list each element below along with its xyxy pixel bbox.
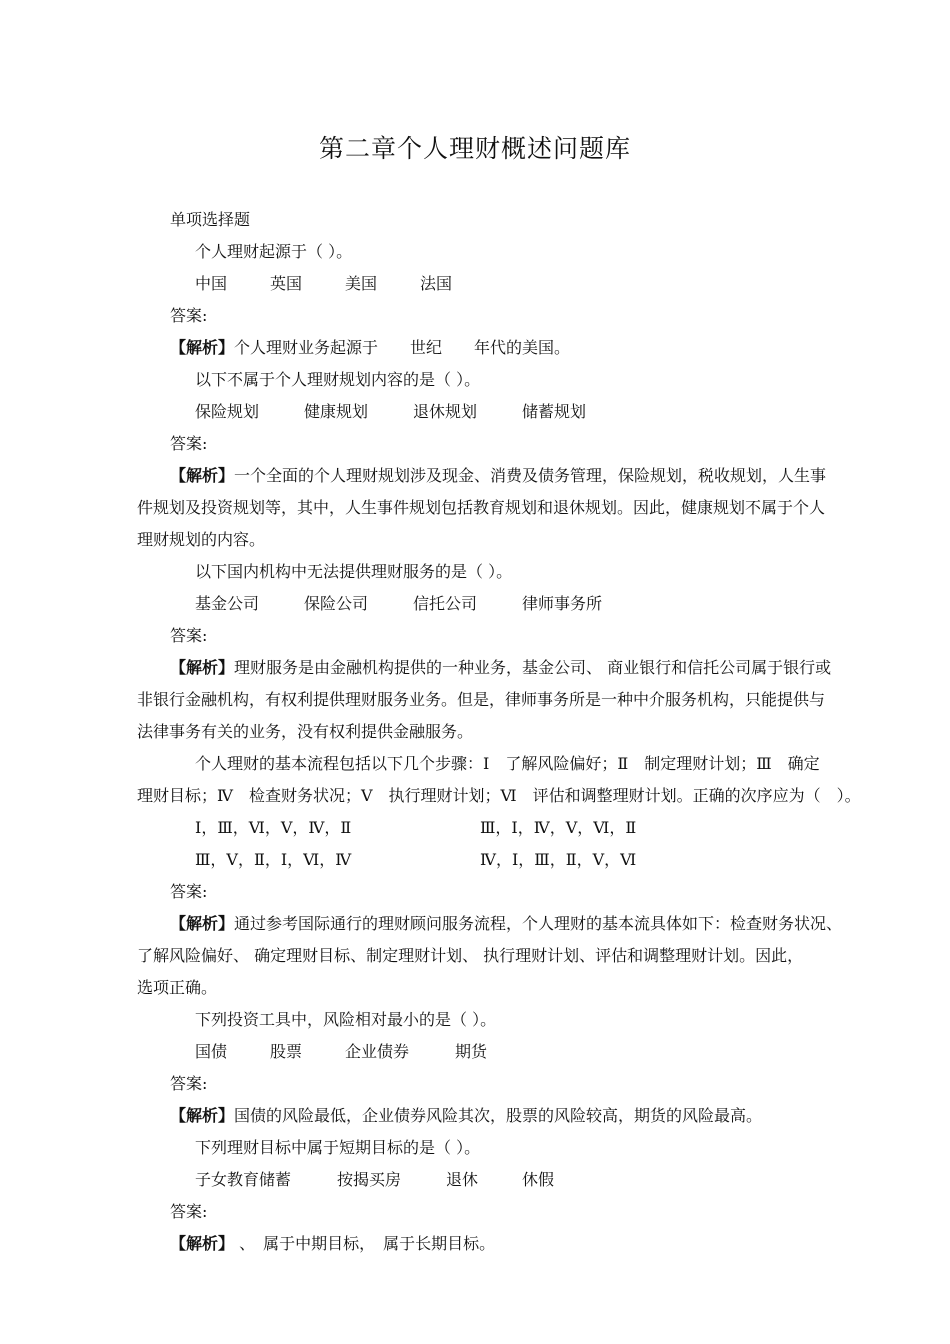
question-5-answer-label: 答案: [170, 1074, 208, 1093]
question-1-explanation [170, 338, 570, 358]
question-5-stem: 下列投资工具中，风险相对最小的是（ ）。 [195, 1010, 497, 1029]
question-1-stem: 个人理财起源于（ ）。 [195, 242, 353, 261]
explanation-label: 【解析】 [170, 1106, 235, 1125]
section-heading: 单项选择题 [170, 210, 251, 229]
question-5-option-b: 股票 [270, 1042, 303, 1061]
question-3-stem: 以下国内机构中无法提供理财服务的是（ ）。 [195, 562, 513, 581]
question-6-option-a: 子女教育储蓄 [195, 1170, 292, 1189]
question-3-option-a: 基金公司 [195, 594, 260, 613]
question-2-option-c: 退休规划 [413, 402, 478, 421]
question-3-explanation-line-3: 法律事务有关的业务，没有权利提供金融服务。 [137, 722, 474, 741]
question-5-option-d: 期货 [455, 1042, 488, 1061]
question-2-answer-label: 答案: [170, 434, 208, 453]
question-4-explanation-line-3: 选项正确。 [137, 978, 218, 997]
explanation-text: 个人理财业务起源于 世纪 年代的美国。 [234, 338, 571, 357]
question-1-option-b: 英国 [270, 274, 303, 293]
explanation-text: 通过参考国际通行的理财顾问服务流程，个人理财的基本流具体如下：检查财务状况、 [234, 914, 843, 933]
question-4-option-a: Ⅰ，Ⅲ，Ⅵ，Ⅴ，Ⅳ，Ⅱ [195, 818, 352, 837]
question-3-option-b: 保险公司 [304, 594, 369, 613]
question-2-explanation-line-3: 理财规划的内容。 [137, 530, 266, 549]
question-3-explanation-line-2: 非银行金融机构，有权利提供理财服务业务。但是，律师事务所是一种中介服务机构，只能提供与 [137, 690, 826, 709]
question-4-explanation-line-2: 了解风险偏好、 确定理财目标、制定理财计划、 执行理财计划、评估和调整理财计划。因此， [137, 946, 804, 965]
question-1-option-a: 中国 [195, 274, 228, 293]
document-title: 第二章个人理财概述问题库 [318, 134, 631, 163]
question-4-stem-line-1: 个人理财的基本流程包括以下几个步骤：Ⅰ 了解风险偏好；Ⅱ 制定理财计划；Ⅲ 确定 [195, 754, 820, 773]
explanation-label: 【解析】 [170, 466, 235, 485]
explanation-label: 【解析】 [170, 338, 235, 357]
question-4-option-d: Ⅳ，Ⅰ，Ⅲ，Ⅱ，Ⅴ，Ⅵ [480, 850, 637, 869]
question-6-option-d: 休假 [522, 1170, 555, 1189]
question-4-stem-line-2: 理财目标；Ⅳ 检查财务状况；Ⅴ 执行理财计划；Ⅵ 评估和调整理财计划。正确的次序应为（ ）。 [137, 786, 861, 805]
question-1-option-c: 美国 [345, 274, 378, 293]
question-3-option-d: 律师事务所 [522, 594, 603, 613]
question-2-explanation-line-1 [170, 466, 826, 486]
question-6-explanation [170, 1234, 495, 1254]
explanation-label: 【解析】 [170, 658, 235, 677]
question-3-answer-label: 答案: [170, 626, 208, 645]
question-6-option-b: 按揭买房 [337, 1170, 402, 1189]
question-5-option-c: 企业债券 [345, 1042, 410, 1061]
question-4-answer-label: 答案: [170, 882, 208, 901]
question-2-option-b: 健康规划 [304, 402, 369, 421]
question-1-answer-label: 答案: [170, 306, 208, 325]
question-1-option-d: 法国 [420, 274, 453, 293]
question-4-option-c: Ⅲ，Ⅴ，Ⅱ，Ⅰ，Ⅵ，Ⅳ [195, 850, 352, 869]
question-2-option-d: 储蓄规划 [522, 402, 587, 421]
explanation-text: 国债的风险最低，企业债券风险其次，股票的风险较高，期货的风险最高。 [234, 1106, 763, 1125]
question-2-option-a: 保险规划 [195, 402, 260, 421]
explanation-label: 【解析】 [170, 914, 235, 933]
question-5-option-a: 国债 [195, 1042, 228, 1061]
question-6-answer-label: 答案: [170, 1202, 208, 1221]
question-4-option-b: Ⅲ，Ⅰ，Ⅳ，Ⅴ，Ⅵ，Ⅱ [480, 818, 637, 837]
question-3-option-c: 信托公司 [413, 594, 478, 613]
question-2-stem: 以下不属于个人理财规划内容的是（ ）。 [195, 370, 481, 389]
explanation-text: 、 属于中期目标， 属于长期目标。 [234, 1234, 496, 1253]
question-5-explanation [170, 1106, 762, 1126]
question-6-option-c: 退休 [446, 1170, 479, 1189]
explanation-text: 理财服务是由金融机构提供的一种业务，基金公司、 商业银行和信托公司属于银行或 [234, 658, 832, 677]
question-2-explanation-line-2: 件规划及投资规划等，其中，人生事件规划包括教育规划和退休规划。因此，健康规划不属于个人 [137, 498, 826, 517]
explanation-text: 一个全面的个人理财规划涉及现金、消费及债务管理，保险规划，税收规划，人生事 [234, 466, 827, 485]
question-4-explanation-line-1 [170, 914, 842, 934]
question-3-explanation-line-1 [170, 658, 831, 678]
explanation-label: 【解析】 [170, 1234, 235, 1253]
question-6-stem: 下列理财目标中属于短期目标的是（ ）。 [195, 1138, 481, 1157]
